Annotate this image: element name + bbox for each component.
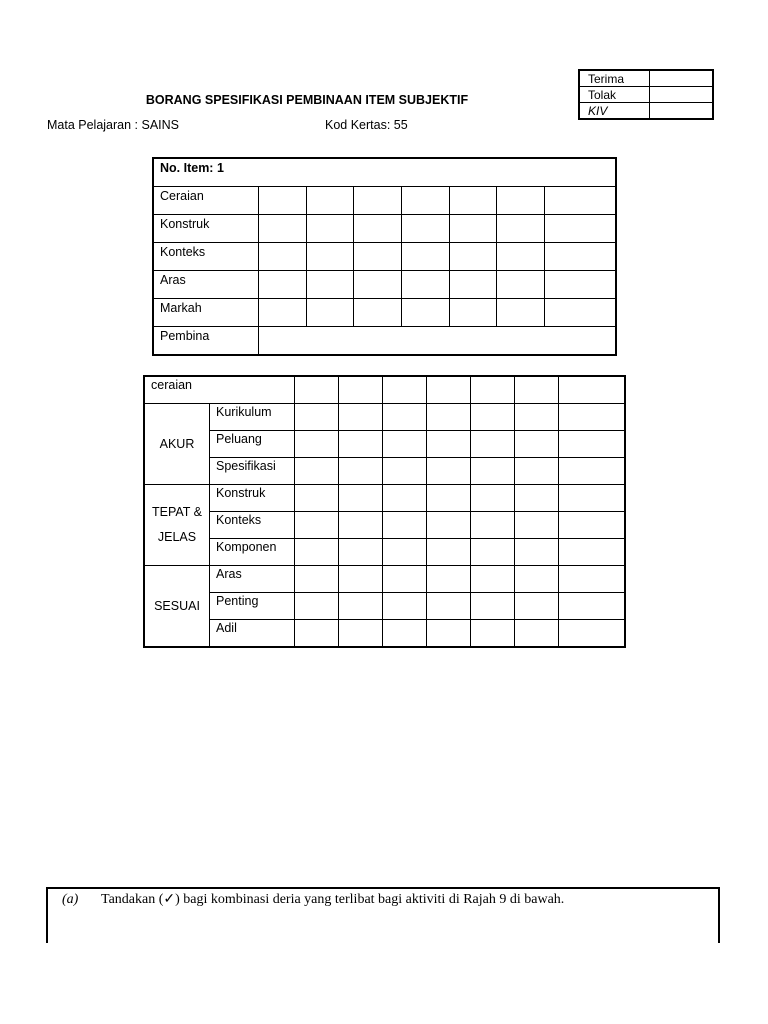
input-cell[interactable] (427, 404, 471, 431)
input-cell[interactable] (401, 271, 449, 299)
criterion-label: Spesifikasi (210, 458, 295, 485)
input-cell[interactable] (295, 512, 339, 539)
input-cell[interactable] (515, 566, 559, 593)
table-row (144, 458, 625, 485)
input-cell[interactable] (497, 215, 545, 243)
table-row (153, 187, 616, 215)
row-label: Konteks (153, 243, 259, 271)
criterion-label: Konteks (210, 512, 295, 539)
input-cell[interactable] (449, 243, 497, 271)
input-cell[interactable] (354, 271, 402, 299)
input-cell[interactable] (427, 512, 471, 539)
input-cell[interactable] (471, 458, 515, 485)
input-cell[interactable] (471, 512, 515, 539)
criterion-label: Penting (210, 593, 295, 620)
input-cell[interactable] (471, 485, 515, 512)
input-cell[interactable] (544, 243, 616, 271)
input-cell[interactable] (295, 593, 339, 620)
table-row (153, 271, 616, 299)
input-cell[interactable] (339, 404, 383, 431)
builder-label: Pembina (153, 327, 259, 356)
input-cell[interactable] (497, 187, 545, 215)
status-kiv-cell[interactable] (650, 103, 714, 120)
checklist-table (143, 375, 626, 648)
input-cell[interactable] (427, 431, 471, 458)
status-accept-label: Terima (579, 70, 650, 87)
table-row (153, 299, 616, 327)
item-number-header: No. Item: 1 (153, 158, 616, 187)
input-cell[interactable] (449, 271, 497, 299)
input-cell[interactable] (427, 620, 471, 648)
input-cell[interactable] (383, 512, 427, 539)
input-cell[interactable] (339, 593, 383, 620)
category-line: JELAS (157, 530, 197, 544)
table-row (144, 485, 625, 512)
input-cell[interactable] (295, 376, 339, 404)
input-cell[interactable] (449, 215, 497, 243)
category-tepat-jelas (144, 485, 210, 566)
input-cell[interactable] (515, 620, 559, 648)
input-cell[interactable] (306, 187, 354, 215)
input-cell[interactable] (515, 458, 559, 485)
input-cell[interactable] (449, 299, 497, 327)
input-cell[interactable] (354, 215, 402, 243)
input-cell[interactable] (544, 299, 616, 327)
input-cell[interactable] (259, 243, 307, 271)
input-cell[interactable] (383, 485, 427, 512)
input-cell[interactable] (339, 512, 383, 539)
input-cell[interactable] (354, 243, 402, 271)
input-cell[interactable] (471, 566, 515, 593)
input-cell[interactable] (306, 271, 354, 299)
question-label: (a) (62, 892, 79, 907)
input-cell[interactable] (427, 539, 471, 566)
input-cell[interactable] (306, 299, 354, 327)
input-cell[interactable] (497, 299, 545, 327)
status-kiv-label: KIV (579, 103, 650, 120)
criterion-label: Konstruk (210, 485, 295, 512)
input-cell[interactable] (401, 187, 449, 215)
row-label: Ceraian (153, 187, 259, 215)
table-row (144, 512, 625, 539)
input-cell[interactable] (449, 187, 497, 215)
input-cell[interactable] (259, 187, 307, 215)
input-cell[interactable] (259, 299, 307, 327)
table-row (144, 593, 625, 620)
input-cell[interactable] (515, 512, 559, 539)
input-cell[interactable] (559, 458, 625, 485)
category-line: TEPAT & (151, 505, 202, 519)
page-bottom-margin (0, 943, 768, 1024)
input-cell[interactable] (515, 376, 559, 404)
criterion-label: Kurikulum (210, 404, 295, 431)
input-cell[interactable] (544, 187, 616, 215)
input-cell[interactable] (544, 215, 616, 243)
input-cell[interactable] (295, 458, 339, 485)
input-cell[interactable] (383, 539, 427, 566)
input-cell[interactable] (383, 458, 427, 485)
input-cell[interactable] (295, 485, 339, 512)
category-akur: AKUR (144, 404, 210, 485)
input-cell[interactable] (427, 458, 471, 485)
input-cell[interactable] (401, 243, 449, 271)
row-label: Markah (153, 299, 259, 327)
input-cell[interactable] (295, 431, 339, 458)
input-cell[interactable] (339, 485, 383, 512)
ceraian-label: ceraian (144, 376, 295, 404)
table-row (144, 376, 625, 404)
input-cell[interactable] (306, 215, 354, 243)
input-cell[interactable] (339, 458, 383, 485)
criterion-label: Aras (210, 566, 295, 593)
input-cell[interactable] (559, 620, 625, 648)
input-cell[interactable] (471, 539, 515, 566)
input-cell[interactable] (427, 376, 471, 404)
input-cell[interactable] (471, 376, 515, 404)
input-cell[interactable] (383, 566, 427, 593)
input-cell[interactable] (427, 593, 471, 620)
table-row (144, 566, 625, 593)
input-cell[interactable] (559, 431, 625, 458)
input-cell[interactable] (295, 566, 339, 593)
input-cell[interactable] (339, 431, 383, 458)
input-cell[interactable] (401, 299, 449, 327)
input-cell[interactable] (497, 243, 545, 271)
input-cell[interactable] (383, 404, 427, 431)
input-cell[interactable] (471, 593, 515, 620)
input-cell[interactable] (544, 271, 616, 299)
input-cell[interactable] (259, 271, 307, 299)
criterion-label: Komponen (210, 539, 295, 566)
input-cell[interactable] (295, 620, 339, 648)
input-cell[interactable] (559, 376, 625, 404)
input-cell[interactable] (471, 431, 515, 458)
input-cell[interactable] (295, 404, 339, 431)
input-cell[interactable] (427, 566, 471, 593)
input-cell[interactable] (339, 539, 383, 566)
input-cell[interactable] (259, 215, 307, 243)
input-cell[interactable] (383, 593, 427, 620)
status-reject-cell[interactable] (650, 87, 714, 103)
criterion-label: Adil (210, 620, 295, 648)
input-cell[interactable] (515, 431, 559, 458)
table-row (144, 620, 625, 648)
input-cell[interactable] (295, 539, 339, 566)
input-cell[interactable] (339, 376, 383, 404)
input-cell[interactable] (383, 376, 427, 404)
table-row (144, 539, 625, 566)
status-accept-cell[interactable] (650, 70, 714, 87)
row-label: Aras (153, 271, 259, 299)
paper-code-line: Kod Kertas: 55 (325, 118, 408, 132)
input-cell[interactable] (383, 431, 427, 458)
input-cell[interactable] (471, 404, 515, 431)
criterion-label: Peluang (210, 431, 295, 458)
input-cell[interactable] (497, 271, 545, 299)
input-cell[interactable] (383, 620, 427, 648)
table-row (144, 404, 625, 431)
input-cell[interactable] (515, 539, 559, 566)
input-cell[interactable] (306, 243, 354, 271)
input-cell[interactable] (559, 539, 625, 566)
input-cell[interactable] (559, 566, 625, 593)
question-text: Tandakan (✓) bagi kombinasi deria yang terlibat bagi aktiviti di Rajah 9 di bawah. (101, 892, 565, 907)
input-cell[interactable] (559, 404, 625, 431)
input-cell[interactable] (339, 620, 383, 648)
table-row (153, 327, 616, 356)
builder-input-cell[interactable] (259, 327, 617, 356)
item-spec-table (152, 157, 617, 356)
form-title: BORANG SPESIFIKASI PEMBINAAN ITEM SUBJEKTIF (145, 93, 469, 107)
input-cell[interactable] (559, 485, 625, 512)
table-row (153, 215, 616, 243)
table-row (144, 431, 625, 458)
input-cell[interactable] (515, 593, 559, 620)
category-sesuai: SESUAI (144, 566, 210, 648)
row-label: Konstruk (153, 215, 259, 243)
table-row (153, 243, 616, 271)
input-cell[interactable] (401, 215, 449, 243)
input-cell[interactable] (515, 485, 559, 512)
input-cell[interactable] (559, 512, 625, 539)
input-cell[interactable] (354, 299, 402, 327)
input-cell[interactable] (559, 593, 625, 620)
input-cell[interactable] (339, 566, 383, 593)
input-cell[interactable] (354, 187, 402, 215)
status-reject-label: Tolak (579, 87, 650, 103)
input-cell[interactable] (471, 620, 515, 648)
input-cell[interactable] (515, 404, 559, 431)
subject-line: Mata Pelajaran : SAINS (47, 118, 180, 132)
input-cell[interactable] (427, 485, 471, 512)
